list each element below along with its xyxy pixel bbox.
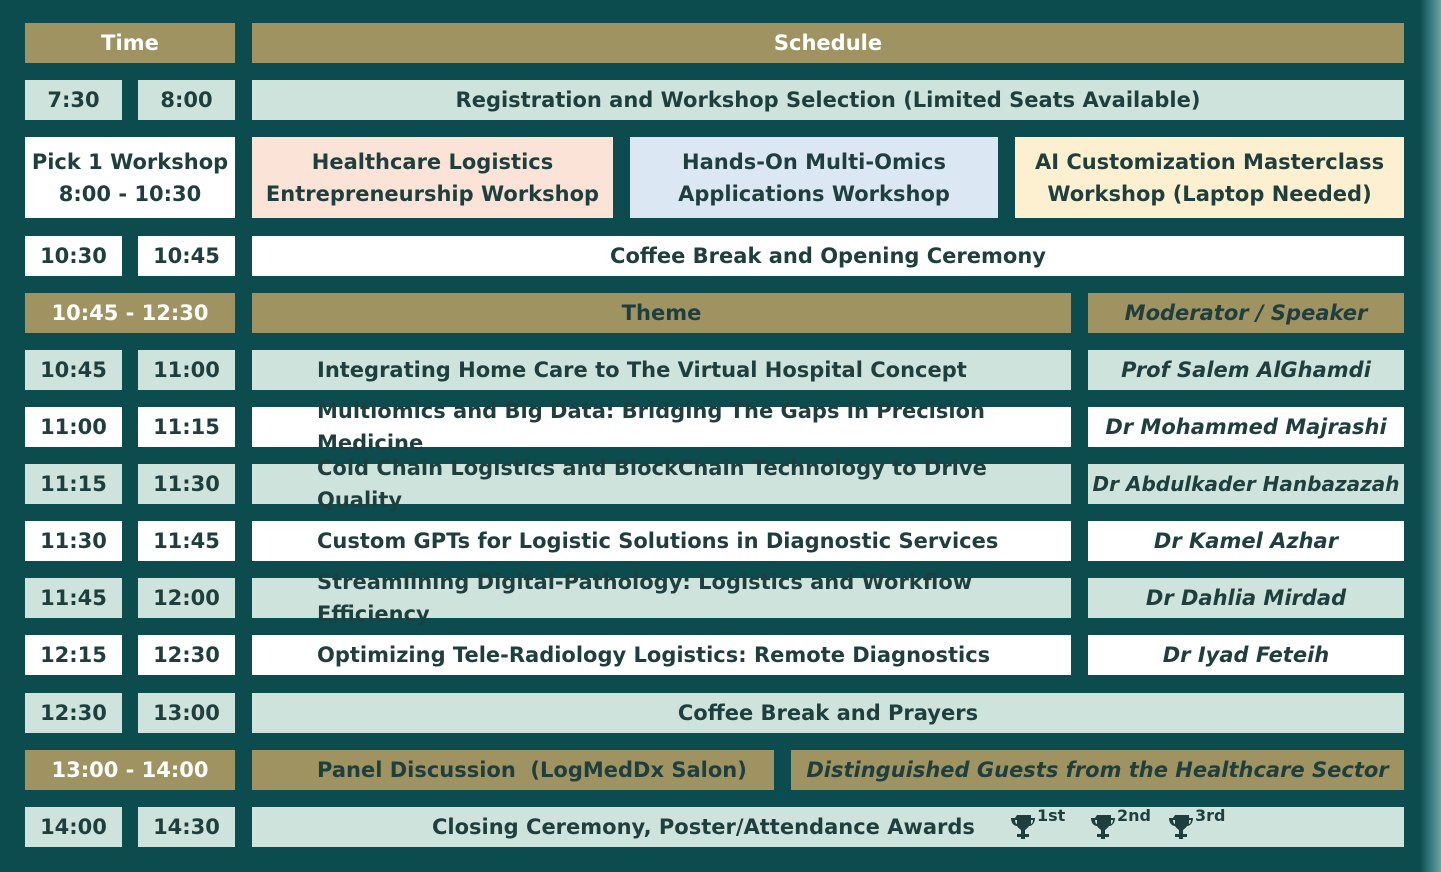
workshop-ai-customization [1015, 137, 1404, 218]
talk-start-time: 11:45 [25, 578, 122, 618]
prayers-end-time: 13:00 [138, 693, 235, 733]
trophy-icon [1169, 813, 1195, 841]
talk-start-time: 11:15 [25, 464, 122, 504]
schedule-header: Schedule [252, 23, 1404, 63]
panel-guests: Distinguished Guests from the Healthcare Sector [791, 750, 1404, 790]
talk-start-time: 11:30 [25, 521, 122, 561]
opening-label: Coffee Break and Opening Ceremony [252, 236, 1404, 276]
talk-theme: Optimizing Tele-Radiology Logistics: Remote Diagnostics [252, 635, 1071, 675]
speaker-header: Moderator / Speaker [1088, 293, 1404, 333]
award-third [1169, 807, 1225, 841]
talk-theme: Cold Chain Logistics and BlockChain Technology to Drive Quality [252, 464, 1071, 504]
workshop-title-line1: Hands-On Multi-Omics [682, 149, 946, 174]
registration-label: Registration and Workshop Selection (Limited Seats Available) [252, 80, 1404, 120]
opening-start-time: 10:30 [25, 236, 122, 276]
pick-workshop-time: 8:00 - 10:30 [58, 181, 202, 206]
right-edge-gradient [1420, 0, 1441, 872]
registration-end-time: 8:00 [138, 80, 235, 120]
workshop-multi-omics [630, 137, 998, 218]
award-rank: 1st [1037, 806, 1066, 825]
workshop-title-line1: AI Customization Masterclass [1034, 149, 1385, 174]
talk-theme: Integrating Home Care to The Virtual Hospital Concept [252, 350, 1071, 390]
talk-start-time: 11:00 [25, 407, 122, 447]
talk-theme: Custom GPTs for Logistic Solutions in Diagnostic Services [252, 521, 1071, 561]
workshop-title-line2: Applications Workshop [678, 181, 950, 206]
time-header: Time [25, 23, 235, 63]
award-rank: 3rd [1195, 806, 1226, 825]
workshop-title-line2: Entrepreneurship Workshop [265, 181, 600, 206]
trophy-icon [1011, 813, 1037, 841]
talk-end-time: 12:00 [138, 578, 235, 618]
prayers-label: Coffee Break and Prayers [252, 693, 1404, 733]
talk-end-time: 12:30 [138, 635, 235, 675]
closing-row [252, 807, 1404, 847]
talk-speaker: Dr Iyad Feteih [1088, 635, 1404, 675]
closing-label: Closing Ceremony, Poster/Attendance Awards [432, 815, 975, 839]
talk-speaker: Dr Abdulkader Hanbazazah [1088, 464, 1404, 504]
talk-speaker: Dr Kamel Azhar [1088, 521, 1404, 561]
talk-end-time: 11:00 [138, 350, 235, 390]
registration-start-time: 7:30 [25, 80, 122, 120]
talk-theme: Streamlining Digital-Pathology: Logistics and Workflow Efficiency [252, 578, 1071, 618]
award-rank: 2nd [1117, 806, 1151, 825]
pick-workshop-cell [25, 137, 235, 218]
talk-speaker: Dr Dahlia Mirdad [1088, 578, 1404, 618]
opening-end-time: 10:45 [138, 236, 235, 276]
talk-speaker: Dr Mohammed Majrashi [1088, 407, 1404, 447]
closing-end-time: 14:30 [138, 807, 235, 847]
workshop-title-line1: Healthcare Logistics [311, 149, 554, 174]
pick-workshop-label: Pick 1 Workshop [31, 149, 229, 174]
award-first [1011, 807, 1065, 841]
talk-end-time: 11:45 [138, 521, 235, 561]
talk-start-time: 10:45 [25, 350, 122, 390]
talk-end-time: 11:30 [138, 464, 235, 504]
award-second [1091, 807, 1151, 841]
panel-time-range: 13:00 - 14:00 [25, 750, 235, 790]
trophy-icon [1091, 813, 1117, 841]
talk-theme: Multiomics and Big Data: Bridging The Gaps in Precision Medicine [252, 407, 1071, 447]
workshop-title-line2: Workshop (Laptop Needed) [1047, 181, 1372, 206]
talk-start-time: 12:15 [25, 635, 122, 675]
talk-end-time: 11:15 [138, 407, 235, 447]
theme-header: Theme [252, 293, 1071, 333]
session-time-range: 10:45 - 12:30 [25, 293, 235, 333]
panel-label: Panel Discussion (LogMedDx Salon) [252, 750, 774, 790]
talk-speaker: Prof Salem AlGhamdi [1088, 350, 1404, 390]
closing-start-time: 14:00 [25, 807, 122, 847]
prayers-start-time: 12:30 [25, 693, 122, 733]
workshop-healthcare-logistics [252, 137, 613, 218]
